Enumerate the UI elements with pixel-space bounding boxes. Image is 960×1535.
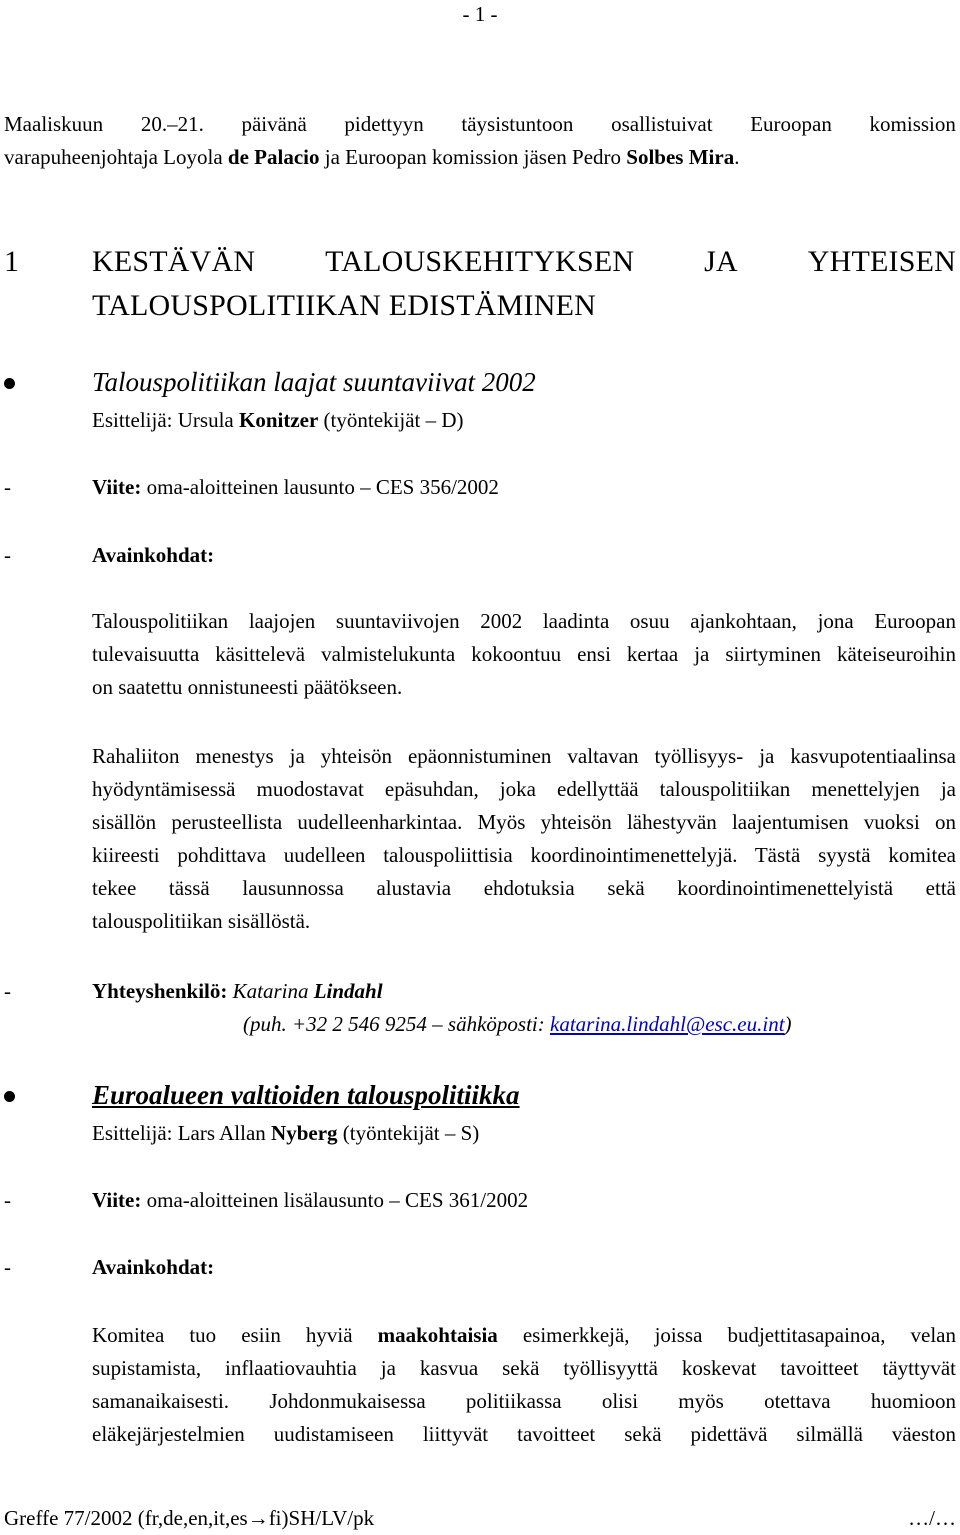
name-solbes-mira: Solbes Mira (626, 145, 735, 169)
word: päivänä (241, 112, 307, 136)
dash-marker: - (4, 979, 11, 1003)
word: YHTEISEN (807, 245, 956, 278)
item2-rapporteur: Esittelijä: Lars Allan Nyberg (työntekijät – S) (92, 1121, 480, 1145)
item2-reference: Viite: oma-aloitteinen lisälausunto – CES 361/2002 (92, 1188, 529, 1212)
dash-marker: - (4, 1188, 11, 1212)
arrow-icon: → (247, 1506, 269, 1530)
item1-paragraph-2: Rahaliiton menestys ja yhteisön epäonnistuminen valtavan työllisyys- ja kasvupotentiaalinsa hyödyntämisessä muodostavat epäsuhdan, joka edellyttää talouspolitiikan menettelyjen ja sisällön perusteellista uudelleenharkintaa. Myös yhteisön lähestyvän laajentumisen vuoksi on kiireesti pohdittava uudelleen talouspoliittisia koordinointimenettelyjä. Tästä syystä komitea tekee tässä lausunnossa alustavia ehdotuksia sekä koordinointimenettelyistä että talouspolitiikan sisällöstä. (92, 744, 956, 933)
email-link[interactable]: katarina.lindahl@esc.eu.int (550, 1012, 785, 1036)
dash-marker: - (4, 1255, 11, 1279)
item1-key-points-label: Avainkohdat: (92, 543, 215, 567)
footer-reference: Greffe 77/2002 (fr,de,en,it,es→fi)SH/LV/pk (4, 1506, 375, 1530)
dash-marker: - (4, 475, 11, 499)
intro-line-2: varapuheenjohtaja Loyola de Palacio ja Euroopan komission jäsen Pedro Solbes Mira. (4, 145, 740, 169)
word: Maaliskuun (4, 112, 104, 136)
bullet-icon (4, 378, 15, 389)
section-title-line-1 (92, 240, 956, 284)
word: 20.–21. (140, 112, 204, 136)
word: komission (869, 112, 956, 136)
item2-key-points-label: Avainkohdat: (92, 1255, 215, 1279)
intro-line-1 (4, 108, 956, 141)
page-number: - 1 - (462, 2, 498, 26)
item2-paragraph: Komitea tuo esiin hyviä maakohtaisia esimerkkejä, joissa budjettitasapainoa, velan supistamista, inflaatiovauhtia ja kasvua sekä työllisyyttä koskevat tavoitteet täyttyvät samanaikaisesti. Johdonmukaisessa politiikassa olisi myös otettava huomioon eläkejärjestelmien uudistamiseen liittyvät tavoitteet sekä pidettävä silmällä väeston (92, 1323, 957, 1446)
word: JA (704, 245, 738, 278)
word: pidettyyn (344, 112, 424, 136)
bullet-icon (4, 1091, 15, 1102)
item1-title: Talouspolitiikan laajat suuntaviivat 2002 (92, 367, 536, 397)
item1-paragraph-1: Talouspolitiikan laajojen suuntaviivojen 2002 laadinta osuu ajankohtaan, jona Euroopan tulevaisuutta käsittelevä valmistelukunta kokoontuu ensi kertaa ja siirtyminen käteiseuroihin on saatettu onnistuneesti päätökseen. (92, 609, 956, 699)
item1-contact-details: (puh. +32 2 546 9254 – sähköposti: katarina.lindahl@esc.eu.int) (243, 1012, 792, 1036)
word: KESTÄVÄN (92, 245, 256, 278)
word: osallistuivat (611, 112, 713, 136)
name-de-palacio: de Palacio (227, 145, 320, 169)
section-title-line-2: TALOUSPOLITIIKAN EDISTÄMINEN (92, 289, 596, 322)
item1-reference: Viite: oma-aloitteinen lausunto – CES 356/2002 (92, 475, 499, 499)
section-number: 1 (4, 245, 20, 278)
footer-continued: …/… (908, 1506, 956, 1530)
item1-contact: Yhteyshenkilö: Katarina Lindahl (92, 979, 383, 1003)
word: Euroopan (750, 112, 832, 136)
dash-marker: - (4, 543, 11, 567)
word: täysistuntoon (461, 112, 574, 136)
word: TALOUSKEHITYKSEN (325, 245, 635, 278)
item1-rapporteur: Esittelijä: Ursula Konitzer (työntekijät – D) (92, 408, 464, 432)
item2-title: Euroalueen valtioiden talouspolitiikka (92, 1080, 520, 1110)
